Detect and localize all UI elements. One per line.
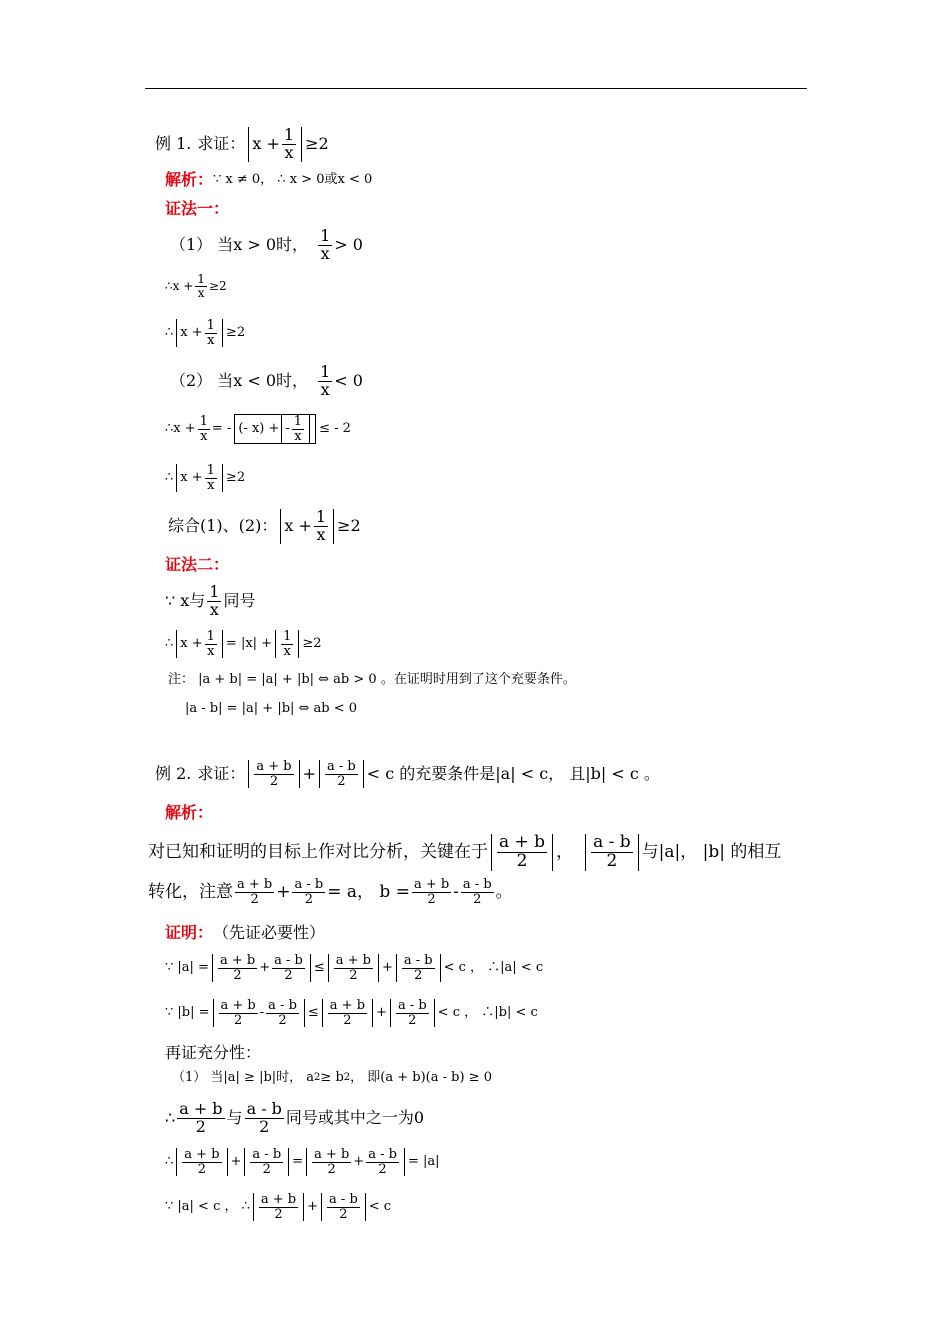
note-line2: |a - b| = |a| + |b| ⇔ ab < 0	[185, 701, 358, 716]
note-line1: 注： |a + b| = |a| + |b| ⇔ ab > 0 。在证明时用到了这个充要条件。	[168, 672, 576, 687]
case1-step2: ∴ x + 1 x ≥2	[165, 318, 246, 348]
case2-step1: ∴x + 1 x = - (- x) + - 1 x ≤ - 2	[165, 414, 351, 444]
case1: （1） 当x > 0时， 1 x > 0	[170, 226, 363, 263]
ex1-analysis	[165, 170, 372, 190]
ex2-analysis-title: 解析：	[165, 803, 214, 822]
combine-line: 综合(1)、(2)： x + 1 x ≥2	[168, 507, 361, 544]
header-rule	[145, 88, 807, 89]
ex2-para1: 对已知和证明的目标上作对比分析，关键在于 a + b 2 ， a - b 2 与|a|， |b| 的相互	[148, 832, 782, 871]
analysis-body: ∵ x ≠ 0， ∴ x > 0或x < 0	[213, 172, 373, 187]
proof-line-b: ∵ |b| = a + b 2 - a - b 2 ≤ a + b 2 + a - b 2 < c ， ∴|b| < c	[165, 998, 538, 1028]
ex1-prove: 求证：	[197, 134, 246, 154]
ex2-statement: 例 2. 求证： a + b 2 + a - b 2 < c 的充要条件是|a| < c， 且|b| < c 。	[155, 759, 660, 789]
case2-step2: ∴ x + 1 x ≥2	[165, 463, 246, 493]
ex2-para2: 转化，注意 a + b 2 + $\frac{a - b}{2}$ = a， b = $\frac{a + b}{2}$ - a - b 2 。	[148, 877, 513, 907]
case1-step1: ∴x + 1 x ≥2	[165, 272, 227, 300]
abs-expr: x + 1 x	[248, 127, 302, 162]
suff-line3: ∴ a + b 2 + a - b 2 = a + b 2 + a - b 2 = |a|	[165, 1147, 440, 1177]
method2-title: 证法二：	[165, 555, 230, 574]
suff-line1: （1） 当|a| ≥ |b|时， a 2 ≥ b 2 ， 即(a + b)(a - b) ≥ 0	[172, 1070, 492, 1085]
case2: （2） 当x < 0时， 1 x < 0	[170, 362, 363, 399]
sufficiency-title: 再证充分性：	[165, 1043, 262, 1062]
ex2-proof-title: 证明： （先证必要性）	[165, 923, 326, 942]
ex1-label: 例 1.	[155, 134, 192, 154]
suff-line2: ∴ a + b 2 与 a - b 2 同号或其中之一为0	[165, 1099, 425, 1136]
proof-line-a: ∵ |a| = a + b 2 + a - b 2 ≤ a + b 2 + a - b 2 < c ， ∴|a| < c	[165, 953, 544, 983]
method1-title: 证法一：	[165, 199, 230, 218]
analysis-title: 解析：	[165, 170, 214, 189]
ex1-statement: 例 1. 求证： x + 1 x ≥2	[155, 125, 329, 162]
method2-line1: ∵ x与 1 x 同号	[165, 582, 256, 619]
method2-line2: ∴ x + 1 x = |x| + 1 x ≥2	[165, 629, 322, 659]
suff-line4: ∵ |a| < c ， ∴ a + b 2 + a - b 2 < c	[165, 1192, 392, 1222]
